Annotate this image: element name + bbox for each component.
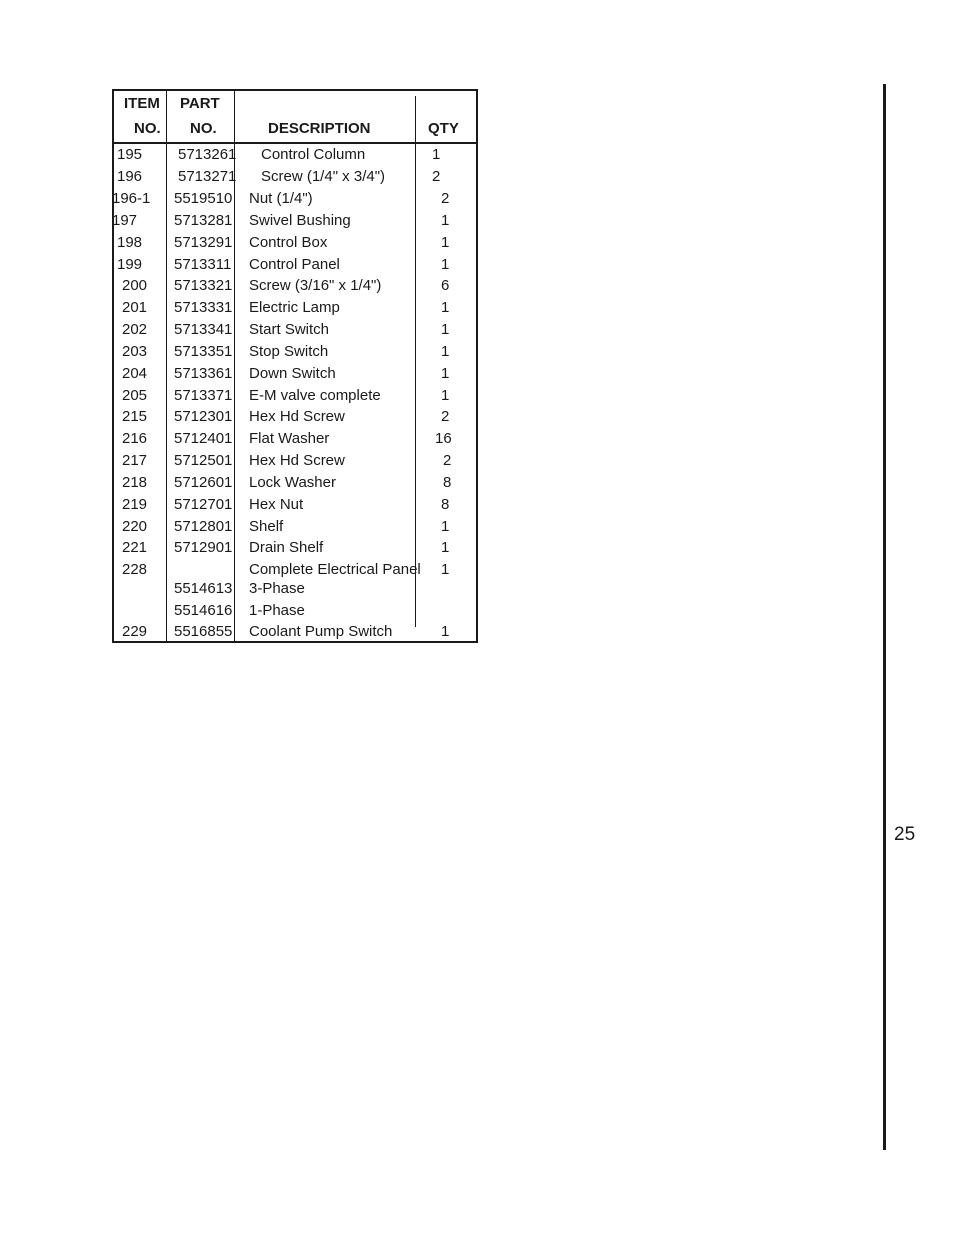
row-item-number: 216 [122,430,148,447]
row-description: Start Switch [249,321,330,338]
header-part-line1: PART [180,95,220,112]
header-description: DESCRIPTION [268,120,371,137]
row-item-number: 198 [117,234,143,251]
row-item-number: 217 [122,452,148,469]
row-quantity: 1 [441,623,450,640]
row-part-number: 5712301 [174,408,233,425]
header-divider [114,142,476,144]
row-quantity: 8 [441,496,450,513]
row-item-number: 205 [122,387,148,404]
row-item-number: 201 [122,299,148,316]
row-description: Hex Hd Screw [249,408,345,425]
row-description: Coolant Pump Switch [249,623,393,640]
row-quantity: 2 [443,452,452,469]
row-part-number: 5712901 [174,539,233,556]
row-description: Hex Nut [249,496,304,513]
row-description: E-M valve complete [249,387,381,404]
row-part-number: 5713371 [174,387,233,404]
row-item-number: 220 [122,518,148,535]
row-item-number: 221 [122,539,148,556]
row-part-number: 5713271 [178,168,237,185]
row-quantity: 1 [441,365,450,382]
row-quantity: 16 [435,430,452,447]
row-description: Control Panel [249,256,340,273]
row-item-number: 219 [122,496,148,513]
row-description: Shelf [249,518,284,535]
row-item-number: 202 [122,321,148,338]
row-item-number: 195 [117,146,143,163]
row-part-number: 5519510 [174,190,233,207]
row-part-number: 5712601 [174,474,233,491]
row-part-number: 5713261 [178,146,237,163]
header-item-line2: NO. [134,120,161,137]
row-description: Control Box [249,234,328,251]
row-description: Electric Lamp [249,299,340,316]
row-description: Screw (1/4" x 3/4") [261,168,386,185]
row-quantity: 1 [441,321,450,338]
row-quantity: 2 [441,190,450,207]
header-qty: QTY [428,120,459,137]
row-part-number: 5712801 [174,518,233,535]
row-quantity: 2 [432,168,441,185]
row-quantity: 1 [441,212,450,229]
row-quantity: 1 [441,343,450,360]
row-description: Screw (3/16" x 1/4") [249,277,382,294]
row-quantity: 1 [441,299,450,316]
row-part-number: 5713331 [174,299,233,316]
row-description: Lock Washer [249,474,336,491]
row-item-number: 200 [122,277,148,294]
column-divider-item [166,91,167,641]
row-part-number: 5712701 [174,496,233,513]
row-item-number: 199 [117,256,143,273]
row-quantity: 1 [441,234,450,251]
row-quantity: 1 [441,387,450,404]
column-divider-description [415,96,416,627]
row-part-number: 5713341 [174,321,233,338]
row-part-number: 5712501 [174,452,233,469]
row-part-number: 5713311 [174,256,232,273]
row-part-number: 5712401 [174,430,233,447]
row-quantity: 8 [443,474,452,491]
row-part-number: 5516855 [174,623,233,640]
row-description: 1-Phase [249,602,305,619]
page-number: 25 [894,824,916,845]
row-description: Drain Shelf [249,539,324,556]
row-description: Hex Hd Screw [249,452,345,469]
header-part-line2: NO. [190,120,217,137]
row-description: 3-Phase [249,580,305,597]
row-quantity: 1 [441,539,450,556]
row-part-number: 5514616 [174,602,233,619]
parts-table [112,89,478,643]
row-item-number: 215 [122,408,148,425]
row-item-number: 204 [122,365,148,382]
row-description: Control Column [261,146,366,163]
row-part-number: 5713291 [174,234,233,251]
row-item-number: 203 [122,343,148,360]
row-description: Nut (1/4") [249,190,313,207]
row-item-number: 196-1 [112,190,151,207]
row-quantity: 2 [441,408,450,425]
row-item-number: 229 [122,623,148,640]
row-quantity: 1 [441,518,450,535]
row-description: Stop Switch [249,343,329,360]
row-quantity: 6 [441,277,450,294]
row-quantity: 1 [441,561,450,578]
page-margin-rule [883,84,886,1150]
row-quantity: 1 [441,256,450,273]
row-part-number: 5514613 [174,580,233,597]
header-item-line1: ITEM [124,95,160,112]
row-description: Swivel Bushing [249,212,351,229]
row-item-number: 218 [122,474,148,491]
row-part-number: 5713321 [174,277,233,294]
row-description: Complete Electrical Panel [249,561,421,578]
row-item-number: 197 [112,212,138,229]
row-item-number: 196 [117,168,143,185]
row-description: Flat Washer [249,430,330,447]
row-description: Down Switch [249,365,336,382]
row-part-number: 5713281 [174,212,233,229]
row-part-number: 5713351 [174,343,233,360]
row-part-number: 5713361 [174,365,233,382]
row-item-number: 228 [122,561,148,578]
row-quantity: 1 [432,146,441,163]
